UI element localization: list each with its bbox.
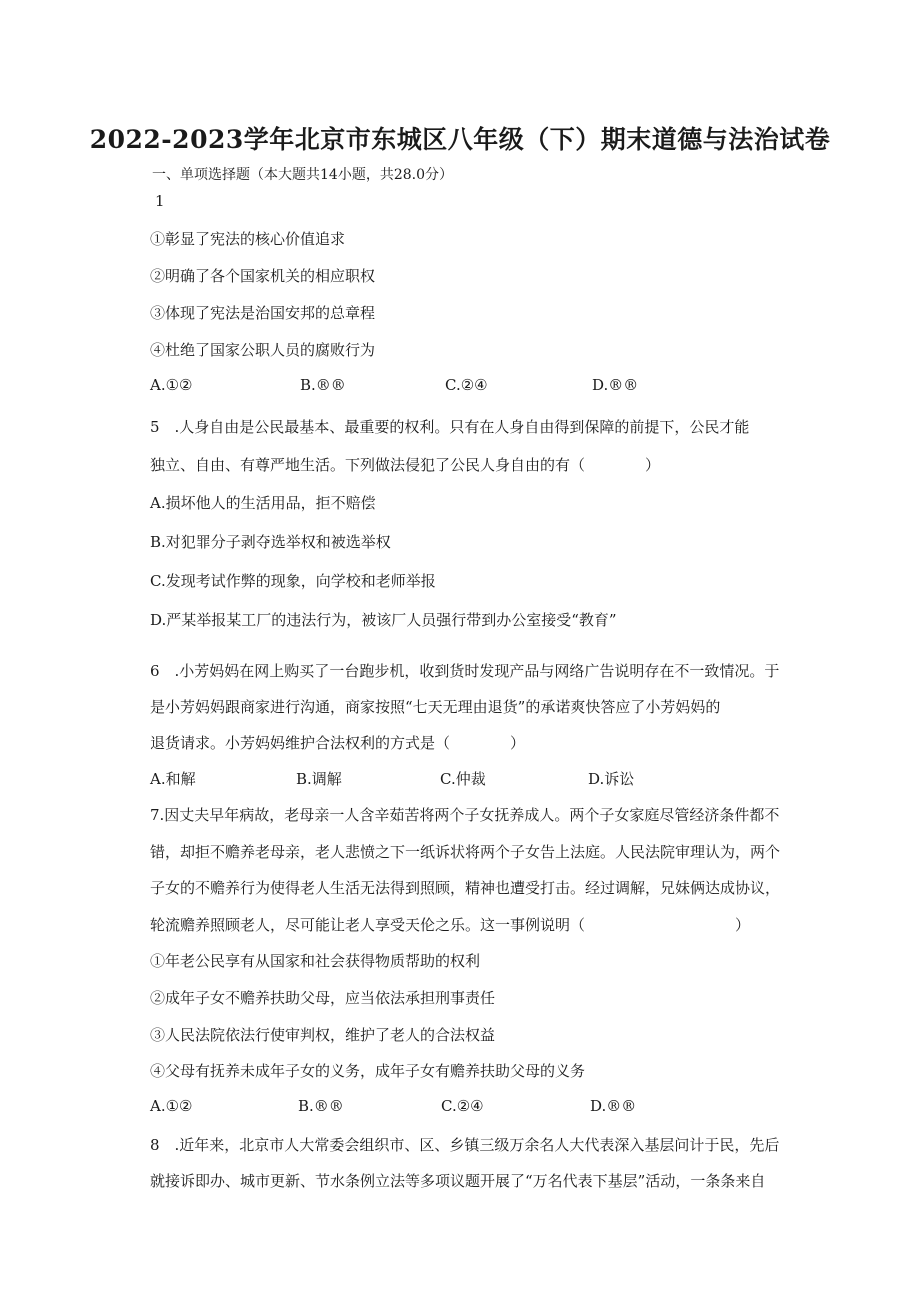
question-stem-line-2: 错，却拒不赡养老母亲，老人悲愤之下一纸诉状将两个子女告上法庭。人民法院审理认为，两个 (150, 843, 781, 861)
question-stem-line-2: 就接诉即办、城市更新、节水条例立法等多项议题开展了“万名代表下基层”活动，一条条来自 (150, 1172, 766, 1190)
question-stem-line-3: 退货请求。小芳妈妈维护合法权利的方式是（ ） (150, 734, 526, 752)
statement-2: ②成年子女不赡养扶助父母，应当依法承担刑事责任 (150, 989, 496, 1007)
option-b: B.®® (300, 376, 346, 394)
option-d: D.诉讼 (588, 770, 635, 788)
option-c: C.发现考试作弊的现象，向学校和老师举报 (150, 572, 436, 590)
question-number: 1 (155, 192, 165, 210)
option-b: B.对犯罪分子剥夺选举权和被选举权 (150, 533, 391, 551)
question-stem-line-3: 子女的不赡养行为使得老人生活无法得到照顾，精神也遭受打击。经过调解，兄妹俩达成协议， (150, 879, 781, 897)
option-d: D.®® (592, 376, 639, 394)
statement-1: ①年老公民享有从国家和社会获得物质帮助的权利 (150, 952, 481, 970)
question-stem-line-1: 8 .近年来，北京市人大常委会组织市、区、乡镇三级万余名人大代表深入基层问计于民，先后 (150, 1136, 780, 1154)
question-stem-line-4: 轮流赡养照顾老人，尽可能让老人享受天伦之乐。这一事例说明（ ） (150, 916, 751, 934)
statement-2: ②明确了各个国家机关的相应职权 (150, 267, 376, 285)
question-stem-line-2: 独立、自由、有尊严地生活。下列做法侵犯了公民人身自由的有（ ） (150, 456, 661, 474)
option-d: D.®® (590, 1097, 637, 1115)
option-b: B.®® (298, 1097, 344, 1115)
question-stem-line-2: 是小芳妈妈跟商家进行沟通，商家按照“七天无理由退货”的承诺爽快答应了小芳妈妈的 (150, 698, 721, 716)
option-a: A.损坏他人的生活用品，拒不赔偿 (150, 494, 376, 512)
statement-4: ④杜绝了国家公职人员的腐败行为 (150, 341, 376, 359)
option-a: A.①② (150, 376, 193, 394)
question-stem-line-1: 6 .小芳妈妈在网上购买了一台跑步机，收到货时发现产品与网络广告说明存在不一致情况。于 (150, 662, 780, 680)
statement-3: ③体现了宪法是治国安邦的总章程 (150, 304, 376, 322)
statement-1: ①彰显了宪法的核心价值追求 (150, 230, 346, 248)
option-b: B.调解 (296, 770, 342, 788)
option-c: C.②④ (441, 1097, 484, 1115)
statement-3: ③人民法院依法行使审判权，维护了老人的合法权益 (150, 1026, 496, 1044)
option-c: C.仲裁 (440, 770, 486, 788)
option-d: D.严某举报某工厂的违法行为，被该厂人员强行带到办公室接受“教育” (150, 611, 617, 629)
question-stem-line-1: 5 .人身自由是公民最基本、最重要的权利。只有在人身自由得到保障的前提下，公民才能 (150, 418, 750, 436)
statement-4: ④父母有抚养未成年子女的义务，成年子女有赡养扶助父母的义务 (150, 1062, 586, 1080)
option-a: A.①② (150, 1097, 193, 1115)
question-stem-line-1: 7.因丈夫早年病故，老母亲一人含辛茹苦将两个子女抚养成人。两个子女家庭尽管经济条件都不 (150, 806, 780, 824)
option-c: C.②④ (445, 376, 488, 394)
section-heading: 一、单项选择题（本大题共14小题，共28.0分） (152, 167, 453, 183)
page-title: 2022-2023学年北京市东城区八年级（下）期末道德与法治试卷 (89, 125, 831, 154)
option-a: A.和解 (150, 770, 196, 788)
